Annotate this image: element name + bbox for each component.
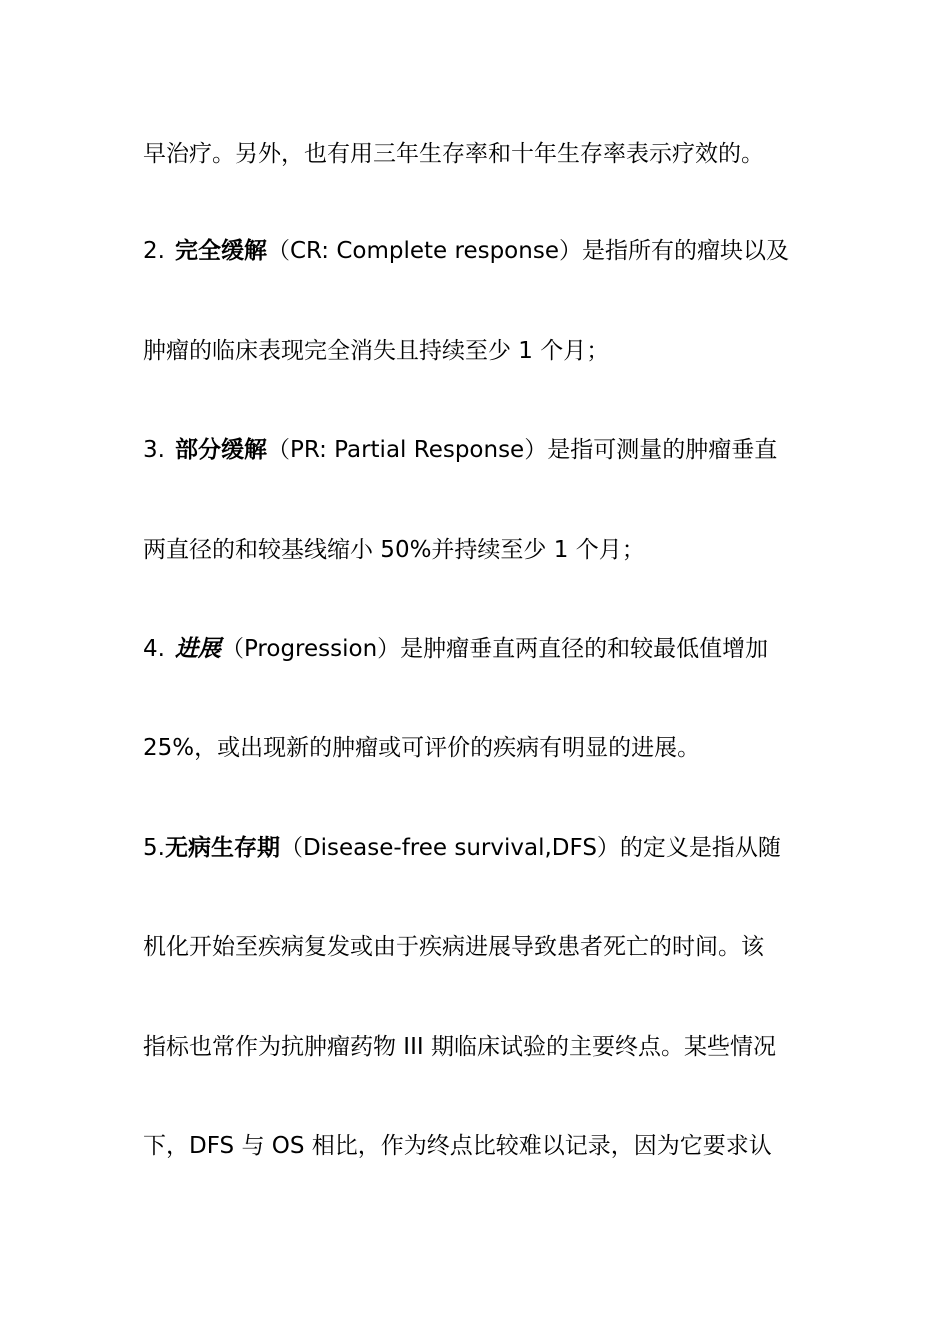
term-bold: 完全缓解 bbox=[174, 238, 267, 264]
list-number: 4. bbox=[143, 636, 165, 662]
line-text: （Disease-free survival,DFS）的定义是指从随 bbox=[279, 835, 781, 861]
line-text: 早治疗。另外，也有用三年生存率和十年生存率表示疗效的。 bbox=[143, 141, 764, 167]
list-item-partial-response bbox=[143, 434, 823, 466]
term-bold: 无病生存期 bbox=[164, 835, 280, 861]
term-bold: 部分缓解 bbox=[174, 437, 267, 463]
text-line-11 bbox=[143, 1130, 823, 1162]
line-text: 两直径的和较基线缩小 50%并持续至少 1 个月； bbox=[143, 537, 645, 563]
text-line-5 bbox=[143, 534, 823, 566]
line-text: 指标也常作为抗肿瘤药物 III 期临床试验的主要终点。某些情况 bbox=[143, 1034, 776, 1060]
text-line-3 bbox=[143, 335, 823, 367]
line-text: 下，DFS 与 OS 相比，作为终点比较难以记录，因为它要求认 bbox=[143, 1133, 772, 1159]
term-bold-italic: 进展 bbox=[174, 636, 221, 662]
line-text: 25%，或出现新的肿瘤或可评价的疾病有明显的进展。 bbox=[143, 735, 701, 761]
list-number: 5. bbox=[143, 835, 165, 861]
list-number: 2. bbox=[143, 238, 165, 264]
list-number: 3. bbox=[143, 437, 165, 463]
line-text: （Progression）是肿瘤垂直两直径的和较最低值增加 bbox=[220, 636, 769, 662]
line-text: 肿瘤的临床表现完全消失且持续至少 1 个月； bbox=[143, 338, 610, 364]
text-line-10 bbox=[143, 1031, 823, 1063]
line-text: （PR: Partial Response）是指可测量的肿瘤垂直 bbox=[266, 437, 778, 463]
line-text: （CR: Complete response）是指所有的瘤块以及 bbox=[266, 238, 789, 264]
list-item-disease-free-survival bbox=[143, 832, 823, 864]
text-line-7 bbox=[143, 732, 823, 764]
list-item-progression bbox=[143, 633, 823, 665]
text-line-1 bbox=[143, 138, 823, 170]
list-item-complete-response bbox=[143, 235, 823, 267]
line-text: 机化开始至疾病复发或由于疾病进展导致患者死亡的时间。该 bbox=[143, 934, 764, 960]
text-line-9 bbox=[143, 931, 823, 963]
